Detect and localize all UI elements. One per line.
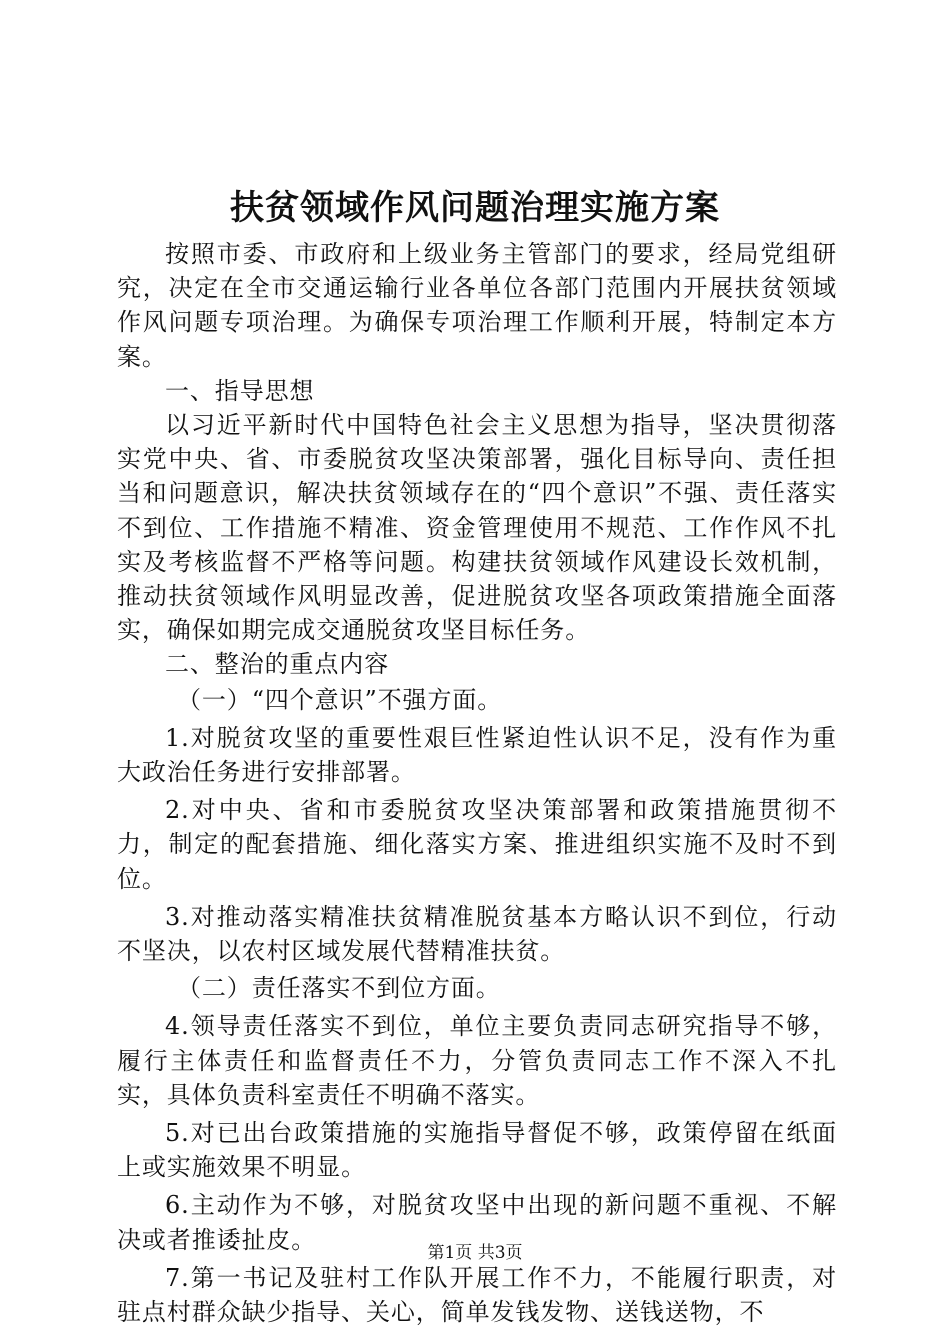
section-heading-key-content: 二、整治的重点内容 xyxy=(165,650,390,679)
document-title: 扶贫领域作风问题治理实施方案 xyxy=(230,188,720,228)
list-item-5: 5.对已出台政策措施的实施指导督促不够，政策停留在纸面上或实施效果不明显。 xyxy=(117,1119,837,1182)
list-item-6: 6.主动作为不够，对脱贫攻坚中出现的新问题不重视、不解决或者推诿扯皮。 xyxy=(117,1191,837,1254)
list-item-1: 1.对脱贫攻坚的重要性艰巨性紧迫性认识不足，没有作为重大政治任务进行安排部署。 xyxy=(117,723,837,787)
page-footer: 第1页 共3页 xyxy=(427,1243,523,1263)
list-item-4: 4.领导责任落实不到位，单位主要负责同志研究指导不够，履行主体责任和监督责任不力，分管负责同志工作不深入不扎实，具体负责科室责任不明确不落实。 xyxy=(117,1012,837,1109)
paragraph-intro: 按照市委、市政府和上级业务主管部门的要求，经局党组研究，决定在全市交通运输行业各单位各部门范围内开展扶贫领域作风问题专项治理。为确保专项治理工作顺利开展，特制定本方案。 xyxy=(117,240,837,371)
document-body xyxy=(117,237,837,1332)
subsection-heading-awareness: （一）“四个意识”不强方面。 xyxy=(177,685,503,714)
paragraph-guiding-thought: 以习近平新时代中国特色社会主义思想为指导，坚决贯彻落实党中央、省、市委脱贫攻坚决策部署，强化目标导向、责任担当和问题意识，解决扶贫领域存在的“四个意识”不强、责任落实不到位、工作措施不精准、资金管理使用不规范、工作作风不扎实及考核监督不严格等问题。构建扶贫领域作风建设长效机制，推动扶贫领域作风明显改善，促进脱贫攻坚各项政策措施全面落实，确保如期完成交通脱贫攻坚目标任务。 xyxy=(117,411,837,645)
list-item-2: 2.对中央、省和市委脱贫攻坚决策部署和政策措施贯彻不力，制定的配套措施、细化落实方案、推进组织实施不及时不到位。 xyxy=(117,796,837,893)
list-item-3: 3.对推动落实精准扶贫精准脱贫基本方略认识不到位，行动不坚决，以农村区域发展代替精准扶贫。 xyxy=(117,902,837,966)
list-item-7: 7.第一书记及驻村工作队开展工作不力，不能履行职责，对驻点村群众缺少指导、关心，简单发钱发物、送钱送物，不 xyxy=(117,1263,837,1327)
subsection-heading-responsibility: （二）责任落实不到位方面。 xyxy=(177,974,501,1003)
section-heading-guiding-thought: 一、指导思想 xyxy=(165,376,315,405)
